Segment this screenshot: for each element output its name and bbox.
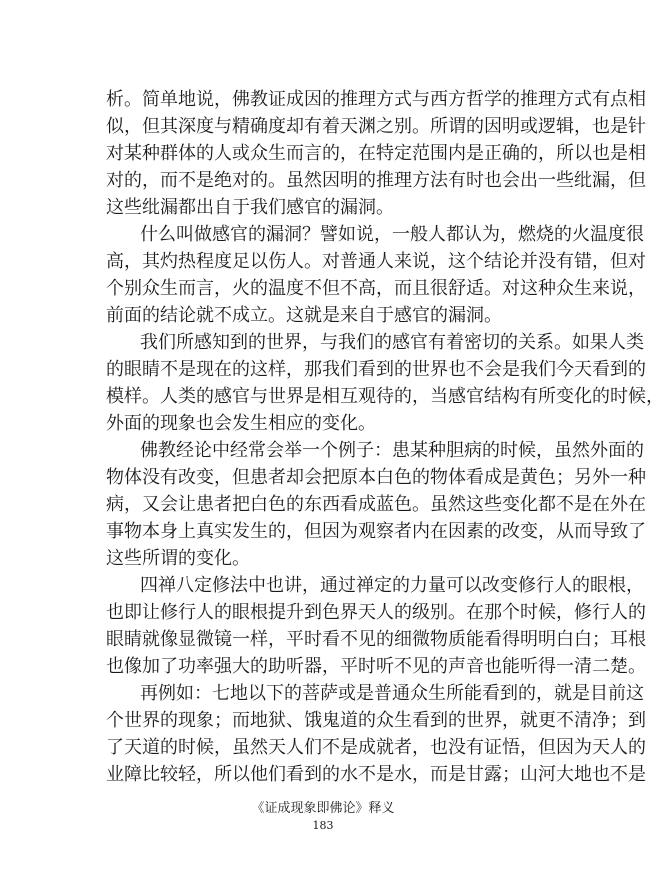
text-line: 这些纰漏都出自于我们感官的漏洞。 <box>106 197 394 218</box>
text-line: 模样。人类的感官与世界是相互观待的，当感官结构有所变化的时候， <box>106 386 664 407</box>
text-line: 个别众生而言，火的温度不但不高，而且很舒适。对这种众生来说， <box>106 278 646 299</box>
text-line: 了天道的时候，虽然天人们不是成就者，也没有证悟，但因为天人的 <box>106 737 646 758</box>
text-line: 再例如：七地以下的菩萨或是普通众生所能看到的，就是目前这 <box>140 683 644 704</box>
text-line: 佛教经论中经常会举一个例子：患某种胆病的时候，虽然外面的 <box>140 440 644 461</box>
footer-book-title: 《证成现象即佛论》释义 <box>251 801 395 816</box>
text-line: 析。简单地说，佛教证成因的推理方式与西方哲学的推理方式有点相 <box>106 89 646 110</box>
text-line: 业障比较轻，所以他们看到的水不是水，而是甘露；山河大地也不是 <box>106 764 646 785</box>
text-line: 四禅八定修法中也讲，通过禅定的力量可以改变修行人的眼根， <box>140 575 644 596</box>
page-number: 183 <box>312 819 334 832</box>
text-line: 这些所谓的变化。 <box>106 548 250 569</box>
text-line: 个世界的现象；而地狱、饿鬼道的众生看到的世界，就更不清净；到 <box>106 710 646 731</box>
text-line: 对某种群体的人或众生而言的，在特定范围内是正确的，所以也是相 <box>106 143 646 164</box>
text-line: 似，但其深度与精确度却有着天渊之别。所谓的因明或逻辑，也是针 <box>106 116 646 137</box>
text-line: 病，又会让患者把白色的东西看成蓝色。虽然这些变化都不是在外在 <box>106 494 646 515</box>
text-line: 眼睛就像显微镜一样，平时看不见的细微物质能看得明明白白；耳根 <box>106 629 646 650</box>
text-line: 什么叫做感官的漏洞？譬如说，一般人都认为，燃烧的火温度很 <box>140 224 644 245</box>
text-line: 对的，而不是绝对的。虽然因明的推理方法有时也会出一些纰漏，但 <box>106 170 646 191</box>
text-line: 事物本身上真实发生的，但因为观察者内在因素的改变，从而导致了 <box>106 521 646 542</box>
text-line: 外面的现象也会发生相应的变化。 <box>106 413 376 434</box>
text-line: 前面的结论就不成立。这就是来自于感官的漏洞。 <box>106 305 502 326</box>
text-line: 也即让修行人的眼根提升到色界天人的级别。在那个时候，修行人的 <box>106 602 646 623</box>
text-line: 高，其灼热程度足以伤人。对普通人来说，这个结论并没有错，但对 <box>106 251 646 272</box>
text-line: 的眼睛不是现在的这样，那我们看到的世界也不会是我们今天看到的 <box>106 359 646 380</box>
text-line: 也像加了功率强大的助听器，平时听不见的声音也能听得一清二楚。 <box>106 656 646 677</box>
text-line: 我们所感知到的世界，与我们的感官有着密切的关系。如果人类 <box>140 332 644 353</box>
text-line: 物体没有改变，但患者却会把原本白色的物体看成是黄色；另外一种 <box>106 467 646 488</box>
